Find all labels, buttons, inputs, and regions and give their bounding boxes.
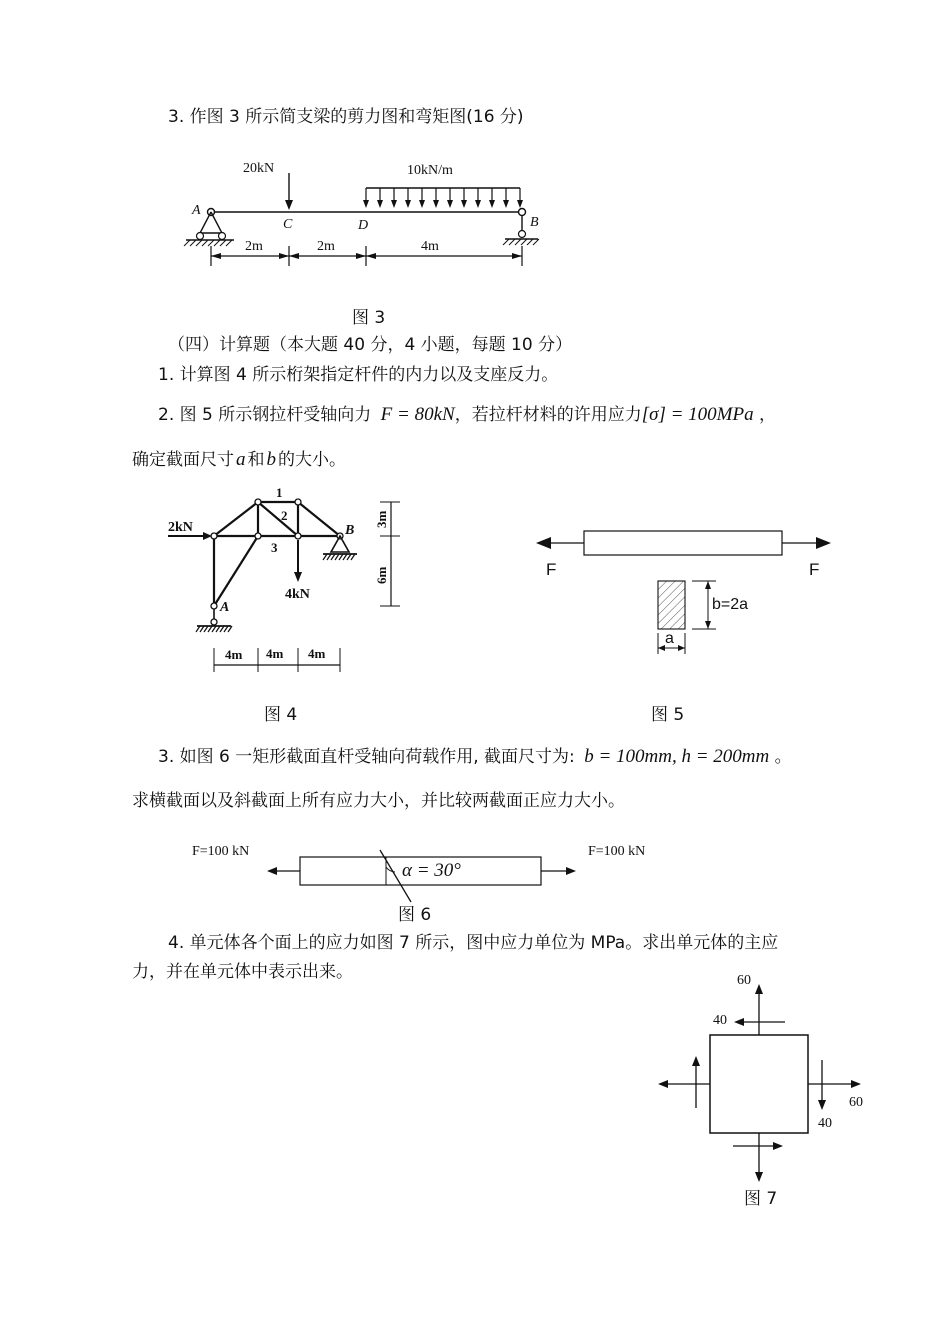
q42-line2-lead: 确定截面尺寸 — [132, 450, 234, 470]
q42-mid: ，若拉杆材料的许用应力 — [454, 405, 642, 425]
section-4-title: （四）计算题（本大题 40 分，4 小题，每题 10 分） — [168, 335, 573, 355]
right-shear-stress: 40 — [818, 1116, 832, 1131]
question-4-3-line2: 求横截面以及斜截面上所有应力大小，并比较两截面正应力大小。 — [132, 791, 625, 811]
force-right-label: F=100 kN — [588, 844, 646, 859]
q42-line2-end: 的大小。 — [278, 450, 346, 470]
load-2kn-label: 2kN — [168, 520, 193, 535]
angle-label: α = 30° — [402, 860, 461, 881]
dim-b-2a: b=2a — [712, 596, 749, 613]
top-normal-stress: 60 — [737, 973, 751, 988]
figure-7-caption: 图 7 — [744, 1189, 778, 1209]
question-4-1: 1. 计算图 4 所示桁架指定杆件的内力以及支座反力。 — [158, 365, 559, 385]
q42-lead: 2. 图 5 所示钢拉杆受轴向力 — [158, 405, 372, 425]
support-b-label: B — [345, 523, 355, 538]
q43-end: 。 — [774, 747, 792, 767]
force-f-left: F — [546, 560, 557, 579]
question-3-title: 3. 作图 3 所示简支梁的剪力图和弯矩图(16 分) — [168, 107, 524, 127]
and-text: 和 — [247, 450, 265, 470]
member-2: 2 — [281, 508, 288, 523]
top-shear-stress: 40 — [713, 1013, 727, 1028]
stress-element — [710, 1035, 808, 1133]
q42-end: ， — [759, 405, 777, 425]
dim-4m-3: 4m — [308, 646, 326, 661]
label-a: A — [192, 203, 201, 218]
load-4kn-label: 4kN — [285, 587, 310, 602]
figure-3-caption: 图 3 — [352, 308, 386, 328]
right-normal-stress: 60 — [849, 1095, 863, 1110]
var-b: b — [266, 449, 276, 470]
q42-formula-sigma: [σ] = 100MPa — [641, 404, 754, 425]
dim-2m-1: 2m — [245, 239, 263, 254]
dim-4m: 4m — [421, 239, 439, 254]
point-load-label: 20kN — [243, 161, 275, 176]
member-3: 3 — [271, 540, 278, 555]
dim-2m-2: 2m — [317, 239, 335, 254]
dim-3m: 3m — [374, 510, 389, 528]
figure-5-caption: 图 5 — [651, 705, 685, 725]
dist-load-label: 10kN/m — [407, 163, 453, 178]
figure-4-caption: 图 4 — [264, 705, 298, 725]
member-1: 1 — [276, 485, 283, 500]
q43-lead: 3. 如图 6 一矩形截面直杆受轴向荷载作用, 截面尺寸为: — [158, 747, 575, 767]
figure-6-caption: 图 6 — [398, 905, 432, 925]
dim-6m: 6m — [374, 566, 389, 584]
question-4-4-line1: 4. 单元体各个面上的应力如图 7 所示，图中应力单位为 MPa。求出单元体的主应 — [168, 933, 779, 953]
dim-4m-2: 4m — [266, 646, 284, 661]
q43-formula: b = 100mm, h = 200mm — [584, 746, 770, 767]
label-b: B — [530, 215, 539, 230]
dim-4m-1: 4m — [225, 647, 243, 662]
label-c: C — [283, 217, 293, 232]
dim-a: a — [665, 630, 674, 647]
q42-formula-f: F = 80kN — [380, 404, 455, 425]
force-left-label: F=100 kN — [192, 844, 250, 859]
support-a-label: A — [220, 600, 230, 615]
label-d: D — [358, 218, 369, 233]
question-4-4-line2: 力，并在单元体中表示出来。 — [132, 962, 353, 982]
force-f-right: F — [809, 560, 820, 579]
var-a: a — [236, 449, 246, 470]
